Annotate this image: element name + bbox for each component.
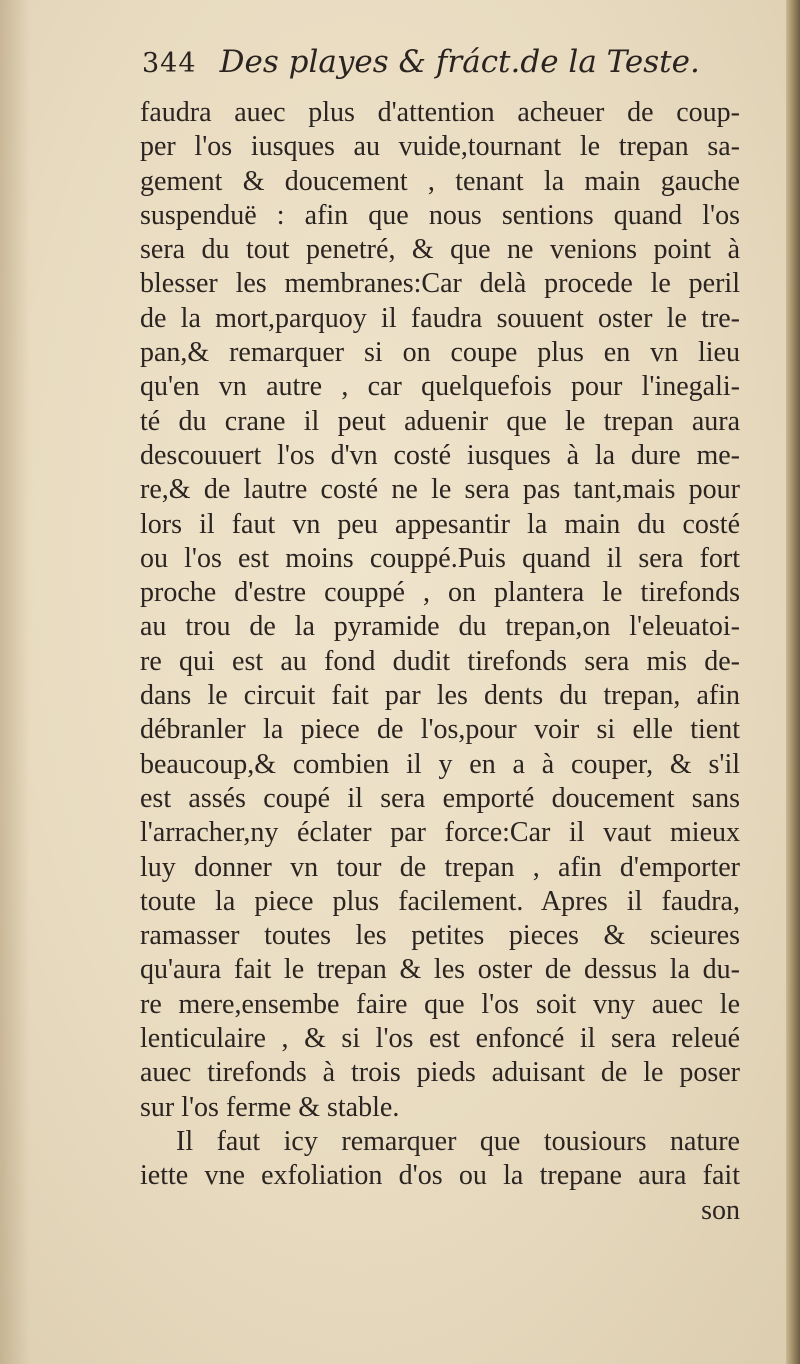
text-line: auec tirefonds à trois pieds aduisant de le poser [140, 1057, 740, 1089]
text-line: per l'os iusques au vuide,tournant le trepan sa- [140, 131, 740, 163]
paragraph-2 [140, 1125, 740, 1194]
text-line: gement & doucement , tenant la main gauche [140, 165, 740, 197]
text-line: ramasser toutes les petites pieces & scieures [140, 920, 740, 952]
body-text [140, 96, 740, 1228]
text-line: toute la piece plus facilement. Apres il faudra, [140, 885, 740, 917]
running-title: Des playes & fráct.de la Teste. [219, 44, 700, 80]
page-header [142, 44, 700, 94]
text-line: beaucoup,& combien il y en a à couper, & s'il [140, 748, 740, 780]
page-number: 344 [142, 48, 197, 79]
catchword: son [701, 1194, 740, 1226]
text-line: ou l'os est moins couppé.Puis quand il sera fort [140, 542, 740, 574]
text-line: dans le circuit fait par les dents du trepan, afin [140, 680, 740, 712]
text-line: au trou de la pyramide du trepan,on l'eleuatoi- [140, 611, 740, 643]
text-line: re mere,ensembe faire que l'os soit vny auec le [140, 988, 740, 1020]
text-line: est assés coupé il sera emporté doucement sans [140, 782, 740, 814]
text-line: lors il faut vn peu appesantir la main du costé [140, 508, 740, 540]
text-line: re,& de lautre costé ne le sera pas tant,mais pour [140, 474, 740, 506]
text-line: qu'en vn autre , car quelquefois pour l'inegali- [140, 371, 740, 403]
text-line: descouuert l'os d'vn costé iusques à la dure me- [140, 439, 740, 471]
text-line: té du crane il peut aduenir que le trepan aura [140, 405, 740, 437]
text-line: proche d'estre couppé , on plantera le tirefonds [140, 577, 740, 609]
text-line: l'arracher,ny éclater par force:Car il vaut mieux [140, 817, 740, 849]
text-line: blesser les membranes:Car delà procede le peril [140, 268, 740, 300]
gutter-shadow [0, 0, 30, 1364]
text-line: de la mort,parquoy il faudra souuent oster le tre- [140, 302, 740, 334]
page-edge [786, 0, 800, 1364]
text-line: débranler la piece de l'os,pour voir si elle tient [140, 714, 740, 746]
text-line: Il faut icy remarquer que tousiours nature [176, 1125, 740, 1157]
text-line: sera du tout penetré, & que ne venions point à [140, 234, 740, 266]
paragraph-1 [140, 96, 740, 1125]
text-line: qu'aura fait le trepan & les oster de dessus la du- [140, 954, 740, 986]
text-line: sur l'os ferme & stable. [140, 1091, 400, 1123]
text-line: faudra auec plus d'attention acheuer de coup- [140, 97, 740, 128]
text-line: pan,& remarquer si on coupe plus en vn lieu [140, 337, 740, 369]
text-line: luy donner vn tour de trepan , afin d'emporter [140, 851, 740, 883]
text-line: re qui est au fond dudit tirefonds sera mis de- [140, 645, 740, 677]
text-line: iette vne exfoliation d'os ou la trepane aura fait [140, 1160, 740, 1192]
text-line: lenticulaire , & si l'os est enfoncé il sera releué [140, 1023, 740, 1055]
text-line: suspenduë : afin que nous sentions quand l'os [140, 199, 740, 231]
